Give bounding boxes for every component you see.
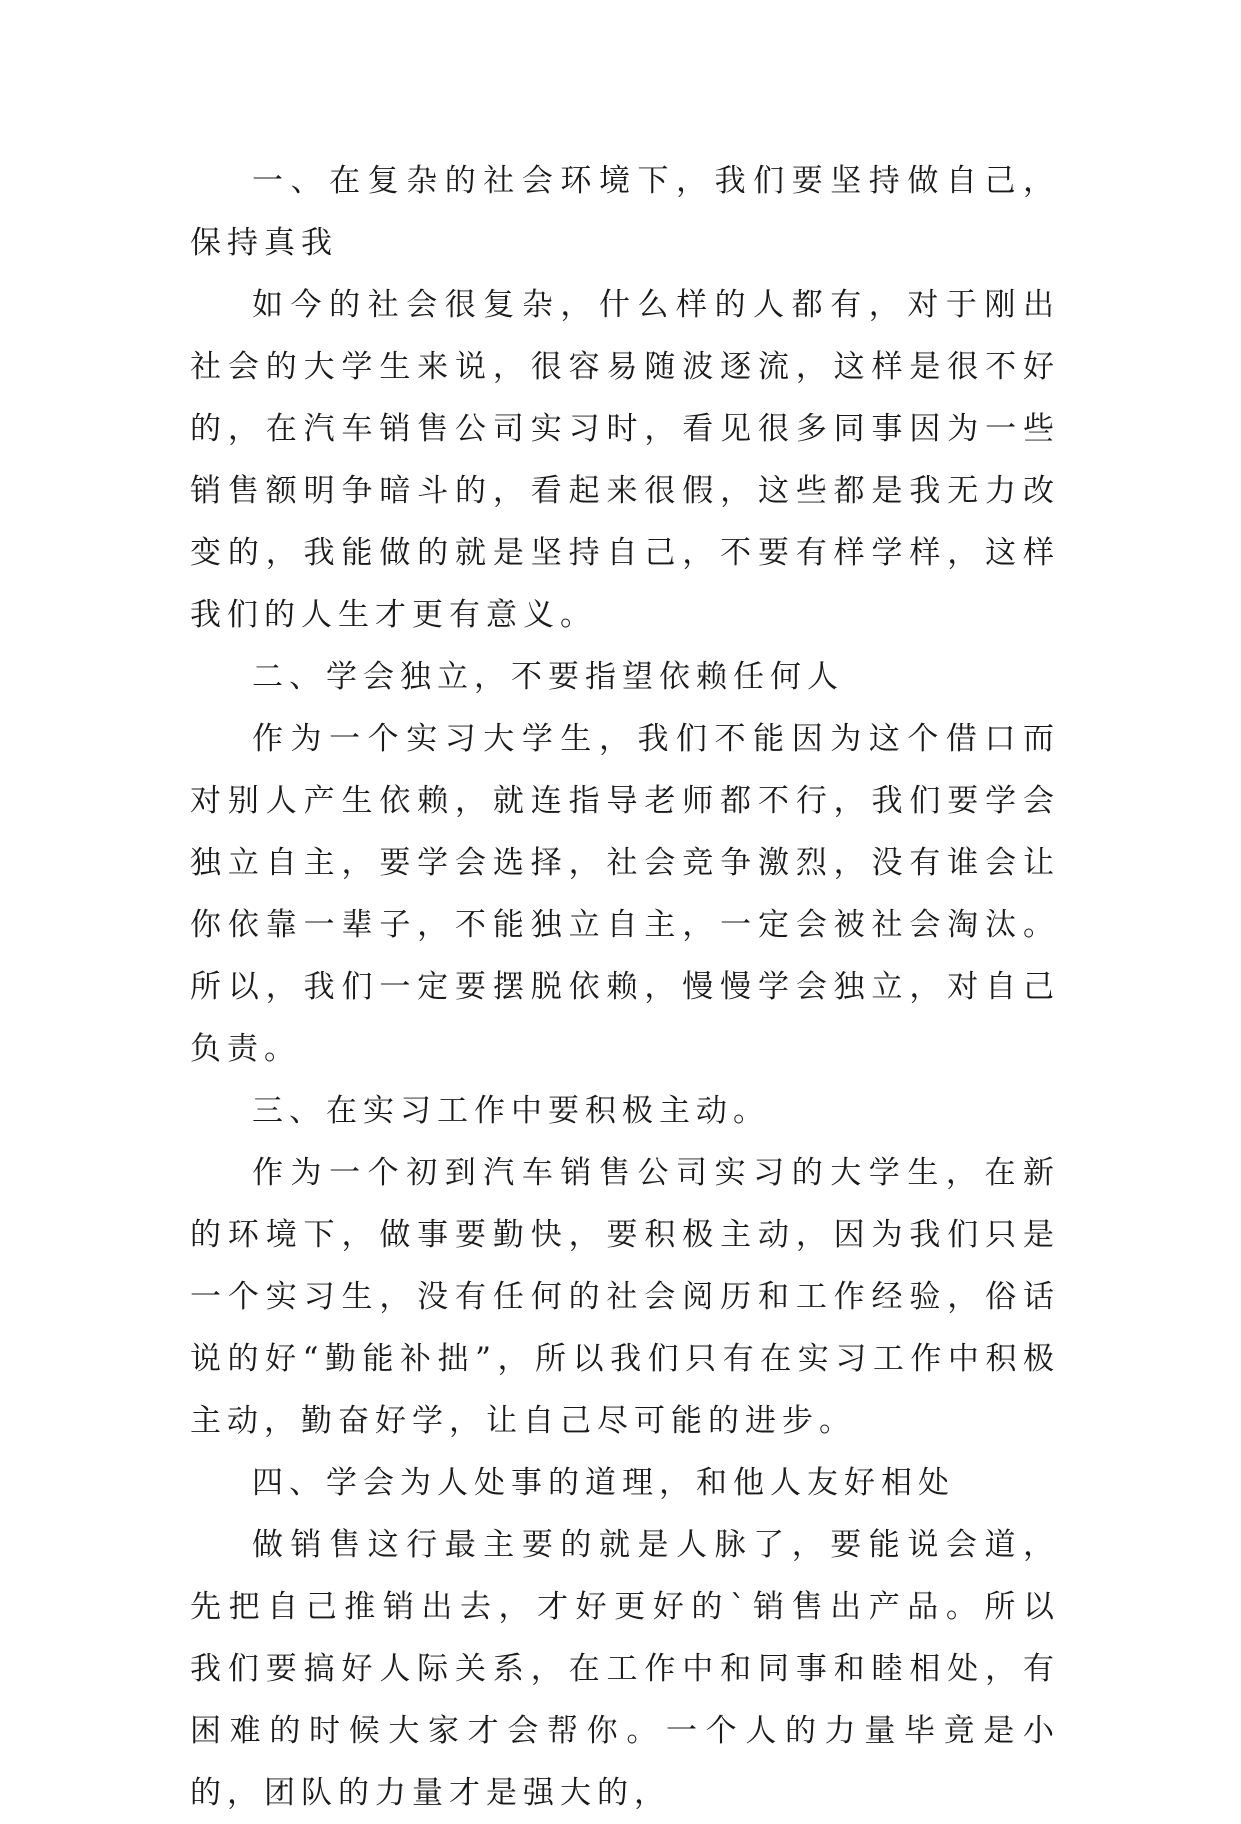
section-heading-2: 二、学会独立，不要指望依赖任何人 <box>252 659 844 695</box>
section-paragraph-2: 作为一个实习大学生，我们不能因为这个借口而对别人产生依赖，就连指导老师都不行，我们要学会独立自主，要学会选择，社会竞争激烈，没有谁会让你依靠一辈子，不能独立自主，一定会被社会淘汰。所以，我们一定要摆脱依赖，慢慢学会独立，对自己负责。 <box>190 721 1060 1067</box>
section-heading-3: 三、在实习工作中要积极主动。 <box>252 1093 770 1129</box>
section-paragraph-1: 如今的社会很复杂，什么样的人都有，对于刚出社会的大学生来说，很容易随波逐流，这样是很不好的，在汽车销售公司实习时，看见很多同事因为一些销售额明争暗斗的，看起来很假，这些都是我无力改变的，我能做的就是坚持自己，不要有样学样，这样我们的人生才更有意义。 <box>190 287 1060 633</box>
section-heading-4: 四、学会为人处事的道理，和他人友好相处 <box>252 1465 955 1501</box>
section-heading-1: 一、在复杂的社会环境下，我们要坚持做自己，保持真我 <box>190 163 1060 261</box>
section-paragraph-4: 做销售这行最主要的就是人脉了，要能说会道，先把自己推销出去，才好更好的`销售出产品。所以我们要搞好人际关系，在工作中和同事和睦相处，有困难的时候大家才会帮你。一个人的力量毕竟是小的，团队的力量才是强大的， <box>190 1527 1060 1811</box>
document-body <box>190 150 1060 1824</box>
section-paragraph-3: 作为一个初到汽车销售公司实习的大学生，在新的环境下，做事要勤快，要积极主动，因为我们只是一个实习生，没有任何的社会阅历和工作经验，俗话说的好“勤能补拙”，所以我们只有在实习工作中积极主动，勤奋好学，让自己尽可能的进步。 <box>190 1155 1060 1439</box>
